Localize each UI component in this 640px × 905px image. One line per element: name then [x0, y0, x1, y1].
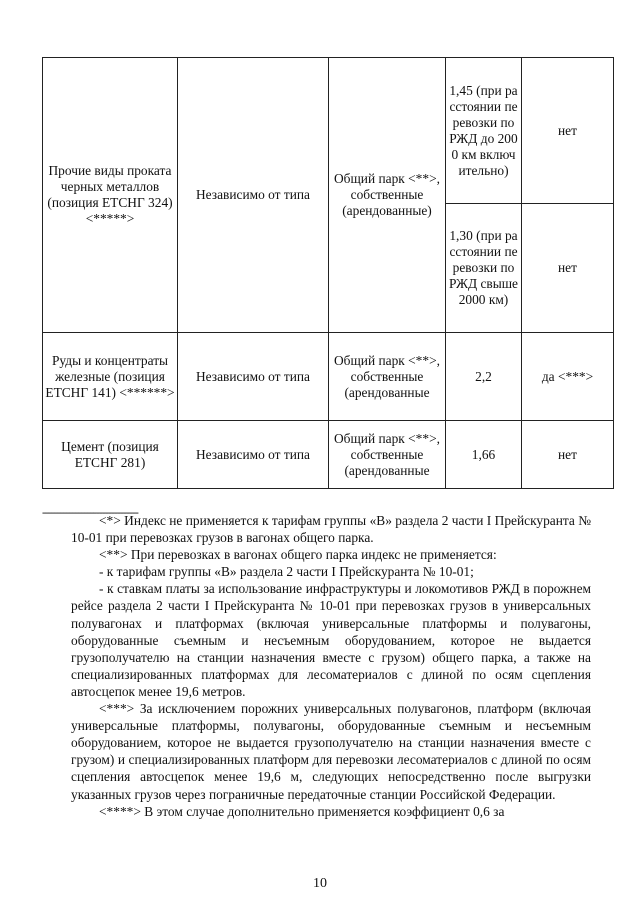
applies-cell: нет	[522, 204, 614, 333]
wagon-type-cell: Независимо от типа	[178, 58, 329, 333]
tariff-table	[42, 57, 614, 489]
footnote-list-item: - к ставкам платы за использование инфраструктуры и локомотивов РЖД в порожнем рейсе раздела 2 части I Прейскуранта № 10-01 при перевозках грузов в универсальных полувагонах и платформах (включая универсальные платформы и полувагоны, оборудованные съемным и несъемным оборудованием, которое не выдается грузополучателю на станции назначения вместе с грузом) общего парка, а также на специализированных платформах для лесоматериалов с длиной по осям сцепления автосцепок менее 19,6 метров.	[71, 581, 591, 699]
table-row	[43, 58, 614, 204]
footnote-separator: --------------------------------	[42, 505, 138, 519]
rate-cell: 2,2	[446, 333, 522, 421]
cargo-cell: Руды и концентраты железные (позиция ЕТСНГ 141) <******>	[43, 333, 178, 421]
applies-cell: нет	[522, 58, 614, 204]
cargo-cell: Прочие виды проката черных металлов (позиция ЕТСНГ 324) <*****>	[43, 58, 178, 333]
table-row	[43, 421, 614, 489]
fleet-cell: Общий парк <**>, собственные (арендованные	[329, 333, 446, 421]
table-row	[43, 333, 614, 421]
wagon-type-cell: Независимо от типа	[178, 421, 329, 489]
applies-cell: нет	[522, 421, 614, 489]
rate-cell: 1,66	[446, 421, 522, 489]
page-number: 10	[313, 876, 327, 891]
footnote-list-item: - к тарифам группы «В» раздела 2 части I Прейскуранта № 10-01;	[99, 564, 474, 580]
fleet-cell: Общий парк <**>, собственные (арендованные	[329, 421, 446, 489]
footnotes	[71, 512, 591, 820]
footnote: <**> При перевозках в вагонах общего парка индекс не применяется:	[99, 547, 497, 563]
wagon-type-cell: Независимо от типа	[178, 333, 329, 421]
applies-cell: да <***>	[522, 333, 614, 421]
cargo-cell: Цемент (позиция ЕТСНГ 281)	[43, 421, 178, 489]
rate-cell: 1,30 (при расстоянии перевозки по РЖД свыше 2000 км)	[446, 204, 522, 333]
fleet-cell: Общий парк <**>, собственные (арендованные)	[329, 58, 446, 333]
footnote: <*> Индекс не применяется к тарифам группы «В» раздела 2 части I Прейскуранта № 10-01 при перевозках грузов в вагонах общего парка.	[71, 513, 591, 546]
rate-cell: 1,45 (при расстоянии перевозки по РЖД до 2000 км включительно)	[446, 58, 522, 204]
footnote: <****> В этом случае дополнительно применяется коэффициент 0,6 за	[99, 803, 505, 819]
footnote: <***> За исключением порожних универсальных полувагонов, платформ (включая универсальные платформы, полувагоны, оборудованные съемным и несъемным оборудованием, которое не выдается грузополучателю на станции назначения вместе с грузом) и специализированных платформ для перевозки лесоматериалов с длиной по осям сцепления автосцепок менее 19,6 м, следующих непосредственно после выгрузки указанных грузов через пограничные передаточные станции Российской Федерации.	[71, 701, 591, 802]
